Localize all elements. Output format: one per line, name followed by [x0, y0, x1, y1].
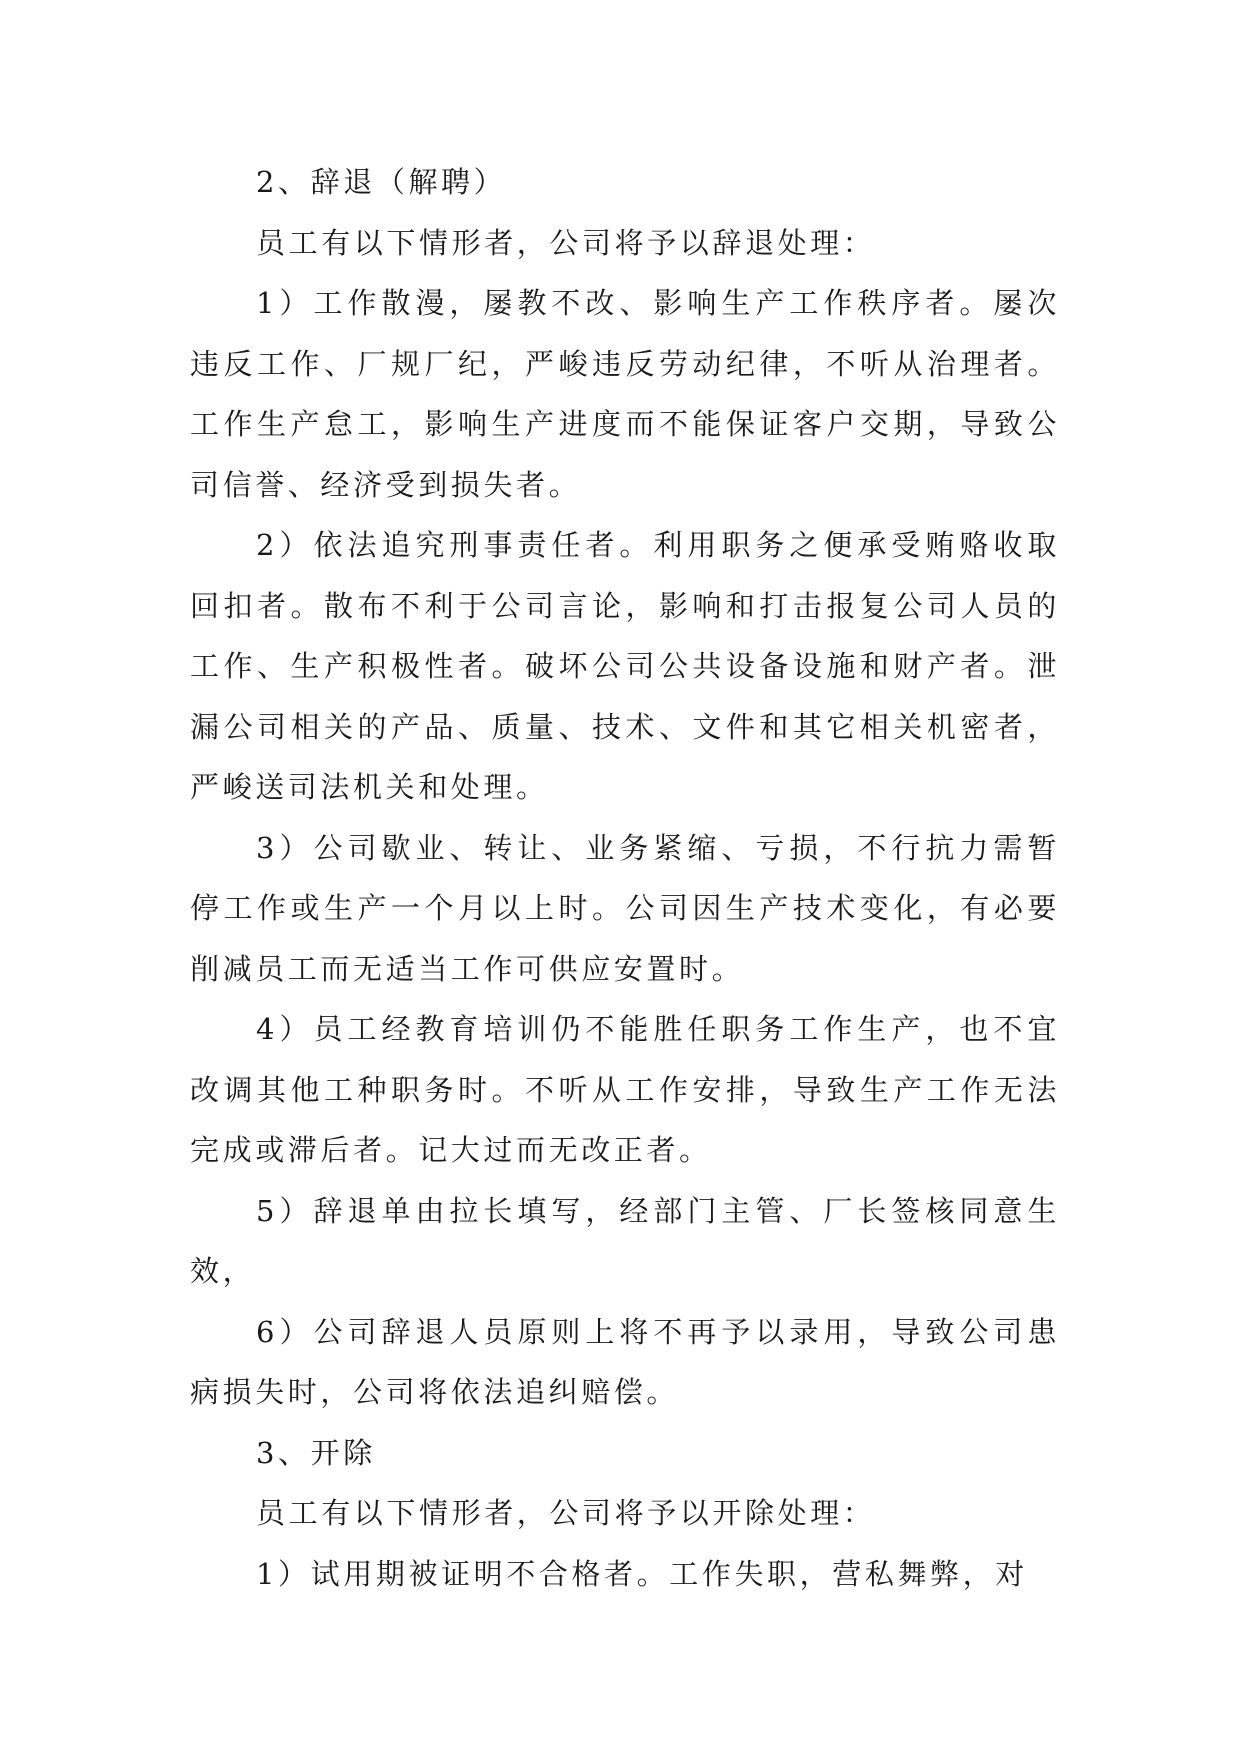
expulsion-intro: 员工有以下情形者，公司将予以开除处理：	[256, 1496, 876, 1530]
dismissal-item-6: 6）公司辞退人员原则上将不再予以录用，导致公司患病损失时，公司将依法追纠赔偿。	[190, 1314, 1060, 1409]
dismissal-item-4: 4）员工经教育培训仍不能胜任职务工作生产，也不宜改调其他工种职务时。不听从工作安排，导致生产工作无法完成或滞后者。记大过而无改正者。	[190, 1012, 1060, 1167]
section-heading-expulsion: 3、开除	[256, 1435, 376, 1470]
dismissal-intro: 员工有以下情形者，公司将予以辞退处理：	[256, 225, 876, 260]
dismissal-item-3: 3）公司歇业、转让、业务紧缩、亏损，不行抗力需暂停工作或生产一个月以上时。公司因生产技术变化，有必要削减员工而无适当工作可供应安置时。	[190, 830, 1060, 986]
expulsion-item-1: 1）试用期被证明不合格者。工作失职，营私舞弊，对	[256, 1556, 1028, 1591]
dismissal-item-2: 2）依法追究刑事责任者。利用职务之便承受贿赂收取回扣者。散布不利于公司言论，影响和打击报复公司人员的工作、生产积极性者。破坏公司公共设备设施和财产者。泄漏公司相关的产品、质量、技术、文件和其它相关机密者，严峻送司法机关和处理。	[190, 528, 1060, 804]
section-heading-dismissal: 2、辞退（解聘）	[256, 165, 507, 199]
dismissal-item-5: 5）辞退单由拉长填写，经部门主管、厂长签核同意生效，	[190, 1193, 1060, 1288]
document-body	[190, 152, 1060, 1604]
dismissal-item-1: 1）工作散漫，屡教不改、影响生产工作秩序者。屡次违反工作、厂规厂纪，严峻违反劳动纪律，不听从治理者。工作生产怠工，影响生产进度而不能保证客户交期，导致公司信誉、经济受到损失者。	[190, 286, 1060, 502]
